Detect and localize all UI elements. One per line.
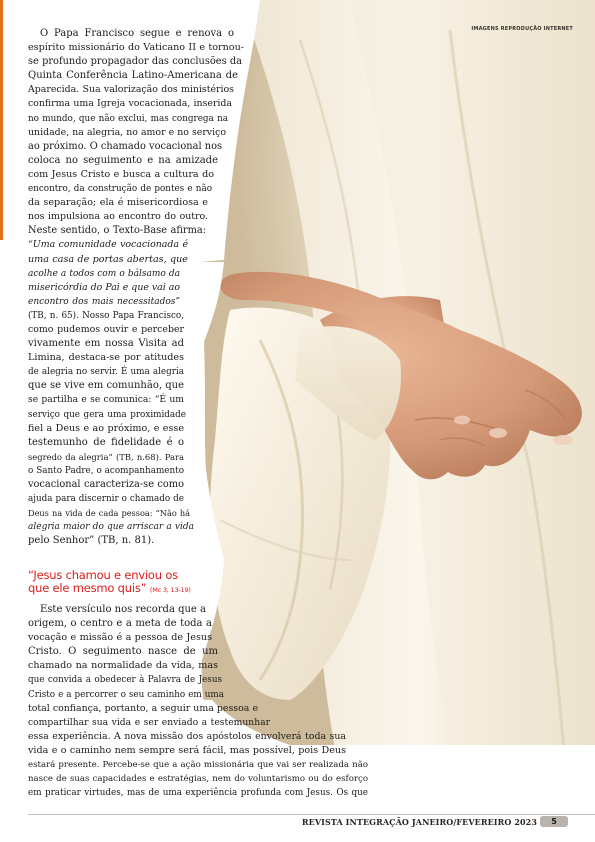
text-line: vocação e missão é a pessoa de Jesus bbox=[28, 632, 212, 644]
text-line: “Uma comunidade vocacionada é bbox=[28, 239, 188, 251]
text-line: encontro, da construção de pontes e não bbox=[28, 184, 212, 195]
text-line: chamado na normalidade da vida, mas bbox=[28, 660, 218, 672]
text-line: com Jesus Cristo e busca a cultura do bbox=[28, 168, 214, 180]
text-line: testemunho de fidelidade é o bbox=[28, 436, 184, 448]
text-line: alegria maior do que arriscar a vida bbox=[28, 522, 194, 533]
text-line: se profundo propagador das conclusões da bbox=[28, 56, 242, 68]
text-line: da separação; ela é misericordiosa e bbox=[28, 197, 208, 209]
text-line: (TB, n. 65). Nosso Papa Francisco, bbox=[28, 310, 184, 321]
text-line: O Papa Francisco segue e renova o bbox=[40, 28, 234, 39]
text-line: nasce de suas capacidades e estratégias, nem do voluntarismo ou do esforço bbox=[28, 774, 368, 785]
text-line: o Santo Padre, o acompanhamento bbox=[28, 465, 184, 476]
text-line: unidade, na alegria, no amor e no serviço bbox=[28, 126, 226, 138]
paragraph-2 bbox=[28, 603, 568, 800]
text-line: em praticar virtudes, mas de uma experiência profunda com Jesus. Os que bbox=[28, 788, 368, 799]
text-line: nos impulsiona ao encontro do outro. bbox=[28, 211, 208, 223]
heading-reference: (Mc 3, 13-19) bbox=[149, 586, 191, 594]
text-line: vocacional caracteriza-se como bbox=[28, 479, 184, 490]
text-line: espírito missionário do Vaticano II e tornou- bbox=[28, 42, 244, 54]
heading-line-2: que ele mesmo quis” bbox=[28, 581, 147, 595]
text-line: Aparecida. Sua valorização dos ministérios bbox=[28, 84, 234, 96]
text-line: misericórdia do Pai e que vai ao bbox=[28, 281, 180, 293]
text-line: vida e o caminho nem sempre será fácil, mas possível, pois Deus bbox=[28, 744, 346, 756]
text-line: Quinta Conferência Latino-Americana de bbox=[28, 70, 238, 82]
text-line: Cristo e a percorrer o seu caminho em uma bbox=[28, 689, 224, 700]
text-line: no mundo, que não exclui, mas congrega na bbox=[28, 113, 228, 124]
text-line: encontro dos mais necessitados” bbox=[28, 296, 180, 307]
text-line: Este versículo nos recorda que a bbox=[40, 604, 206, 615]
text-line: coloca no seguimento e na amizade bbox=[28, 154, 218, 166]
page-number: 5 bbox=[540, 816, 568, 827]
text-line: compartilhar sua vida e ser enviado a testemunhar bbox=[28, 716, 270, 728]
text-line: fiel a Deus e ao próximo, e esse bbox=[28, 422, 184, 434]
text-line: Limina, destaca-se por atitudes bbox=[28, 352, 184, 364]
heading-line-1: “Jesus chamou e enviou os bbox=[28, 568, 178, 582]
text-line: origem, o centro e a meta de toda a bbox=[28, 618, 212, 630]
text-line: Neste sentido, o Texto-Base afirma: bbox=[28, 225, 206, 237]
text-line: vivamente em nossa Visita ad bbox=[28, 338, 184, 350]
text-line: pelo Senhor” (TB, n. 81). bbox=[28, 535, 155, 547]
text-line: que se vive em comunhão, que bbox=[28, 380, 184, 392]
section-heading bbox=[28, 569, 191, 597]
image-credit: IMAGENS REPRODUÇÃO INTERNET bbox=[471, 26, 573, 32]
text-line: confirma uma Igreja vocacionada, inserida bbox=[28, 98, 232, 110]
text-line: se partilha e se comunica: “É um bbox=[28, 394, 184, 406]
text-line: acolhe a todos com o bálsamo da bbox=[28, 268, 180, 279]
text-line: total confiança, portanto, a seguir uma pessoa e bbox=[28, 702, 258, 714]
text-line: essa experiência. A nova missão dos apóstolos envolverá toda sua bbox=[28, 730, 346, 742]
text-line: segredo da alegria” (TB, n.68). Para bbox=[28, 451, 184, 462]
text-line: Deus na vida de cada pessoa: “Não há bbox=[28, 508, 190, 519]
text-line: ao próximo. O chamado vocacional nos bbox=[28, 140, 222, 152]
text-line: serviço que gera uma proximidade bbox=[28, 409, 186, 420]
text-line: ajuda para discernir o chamado de bbox=[28, 494, 184, 505]
footer-rule bbox=[28, 814, 595, 815]
paragraph-1 bbox=[28, 27, 246, 548]
text-line: como pudemos ouvir e perceber bbox=[28, 323, 184, 335]
accent-bar bbox=[0, 0, 3, 240]
text-line: de alegria no servir. É uma alegria bbox=[28, 367, 184, 378]
text-line: uma casa de portas abertas, que bbox=[28, 253, 188, 265]
text-line: Cristo. O seguimento nasce de um bbox=[28, 646, 218, 658]
text-line: que convida a obedecer à Palavra de Jesus bbox=[28, 675, 222, 686]
footer-title: REVISTA INTEGRAÇÃO JANEIRO/FEVEREIRO 2023 bbox=[301, 817, 537, 827]
text-line: estará presente. Percebe-se que a ação missionária que vai ser realizada não bbox=[28, 760, 368, 771]
